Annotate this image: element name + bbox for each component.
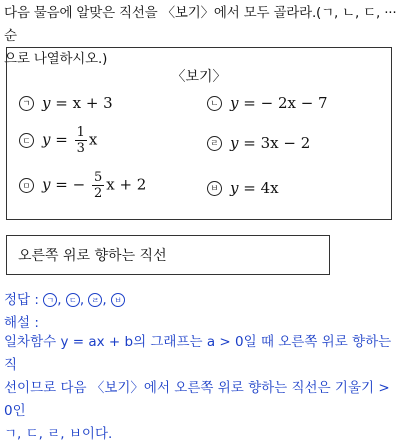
option-2 — [207, 94, 328, 112]
answer-marker: ㄹ — [88, 293, 102, 307]
fraction: $\frac{1}{3}$ — [76, 125, 85, 156]
option-equation: y = x + 3 — [42, 94, 113, 112]
option-equation: y = 3x − 2 — [230, 134, 311, 152]
option-marker: ㅁ — [19, 178, 34, 193]
explanation-text — [4, 331, 398, 446]
answer-line: 정답 : ㄱ , ㄷ , ㄹ , ㅂ — [4, 288, 398, 308]
option-marker: ㅂ — [207, 181, 222, 196]
option-5 — [19, 170, 146, 201]
explanation-line-1: 일차함수 y = ax + b의 그래프는 a > 0일 때 오른쪽 위로 향하는 직 — [4, 334, 392, 373]
option-3 — [19, 125, 97, 156]
explanation-line-2: 선이므로 다음 〈보기〉에서 오른쪽 위로 향하는 직선은 기울기 > 0인 — [4, 380, 390, 419]
answer-marker: ㄱ — [43, 293, 57, 307]
option-marker: ㄷ — [19, 133, 34, 148]
condition-text: 오른쪽 위로 향하는 직선 — [18, 248, 167, 264]
condition-box — [6, 235, 330, 275]
explanation-label: 해설 : — [4, 315, 39, 331]
fraction: $\frac{5}{2}$ — [93, 170, 103, 201]
option-4 — [207, 134, 310, 152]
option-marker: ㄴ — [207, 96, 222, 111]
question-line-2: 으로 나열하시오.) — [4, 51, 108, 67]
option-equation: y = − $\frac{5}{2}$ x + 2 — [42, 170, 147, 201]
answer-marker: ㅂ — [111, 293, 125, 307]
option-6 — [207, 179, 279, 197]
answer-label: 정답 : — [4, 292, 39, 308]
option-marker: ㄱ — [19, 96, 34, 111]
answer-marker: ㄷ — [66, 293, 80, 307]
option-equation: y = $\frac{1}{3}$ x — [42, 125, 98, 156]
question-line-1: 다음 물음에 알맞은 직선을 〈보기〉에서 모두 골라라.(ㄱ, ㄴ, ㄷ, ··· 순 — [4, 5, 397, 44]
option-marker: ㄹ — [207, 136, 222, 151]
example-box — [6, 47, 392, 220]
option-1 — [19, 94, 113, 112]
option-equation: y = 4x — [230, 179, 279, 197]
explanation-line-3: ㄱ, ㄷ, ㄹ, ㅂ이다. — [4, 426, 113, 442]
example-box-title: 〈보기〉 — [171, 69, 227, 85]
option-equation: y = − 2x − 7 — [230, 94, 328, 112]
